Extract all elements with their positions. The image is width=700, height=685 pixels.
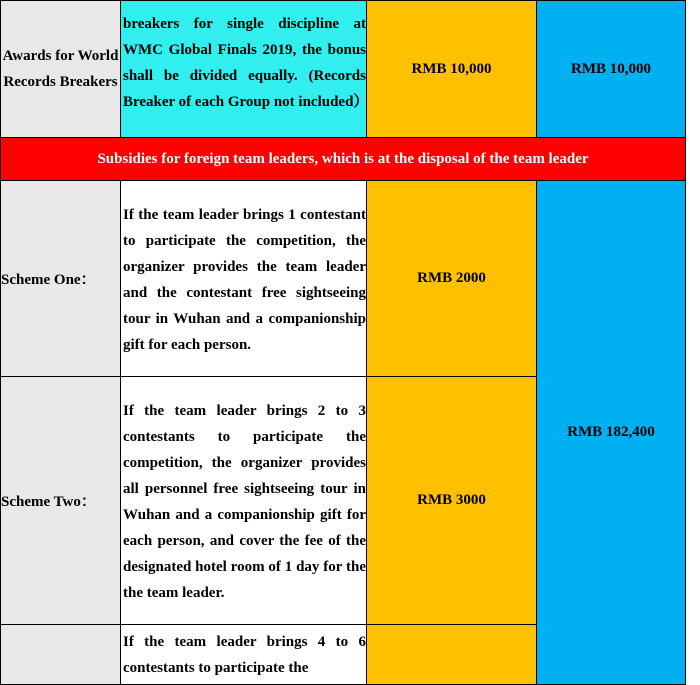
scheme-amount <box>367 625 537 685</box>
scheme-description: If the team leader brings 4 to 6 contestants to participate the <box>123 634 366 676</box>
awards-amount: RMB 10,000 <box>411 60 492 77</box>
scheme-row <box>1 181 686 377</box>
scheme-label: Scheme One： <box>1 181 121 377</box>
awards-description: breakers for single discipline at WMC Global Finals 2019, the bonus shall be divided equally. (Records Breaker of each Group not included） <box>123 16 369 110</box>
scheme-label <box>1 625 121 685</box>
subsidies-total: RMB 182,400 <box>567 424 655 440</box>
awards-description-cell <box>121 1 367 138</box>
awards-total-cell <box>537 1 686 138</box>
scheme-description-cell <box>121 181 367 377</box>
scheme-description-cell <box>121 377 367 625</box>
subsidies-header: Subsidies for foreign team leaders, which is at the disposal of the team leader <box>1 138 686 181</box>
awards-total: RMB 10,000 <box>571 60 651 77</box>
scheme-description: If the team leader brings 2 to 3 contestants to participate the competition, the organizer provides all personnel free sightseeing tour in Wuhan and a companionship gift for each person, and cover the fee of the designated hotel room of 1 day for the the team leader. <box>123 402 366 601</box>
scheme-description: If the team leader brings 1 contestant to participate the competition, the organizer provides the team leader and the contestant free sightseeing tour in Wuhan and a companionship gift for each person. <box>123 206 366 353</box>
scheme-amount: RMB 3000 <box>367 377 537 625</box>
subsidies-total-cell <box>537 181 686 685</box>
scheme-label: Scheme Two： <box>1 377 121 625</box>
awards-label: Awards for World Records Breakers <box>2 48 119 90</box>
awards-amount-cell <box>367 1 537 138</box>
subsidies-header-row <box>1 138 686 181</box>
scheme-description-cell <box>121 625 367 685</box>
awards-label-cell <box>1 1 121 138</box>
awards-row <box>1 1 686 138</box>
scheme-amount: RMB 2000 <box>367 181 537 377</box>
